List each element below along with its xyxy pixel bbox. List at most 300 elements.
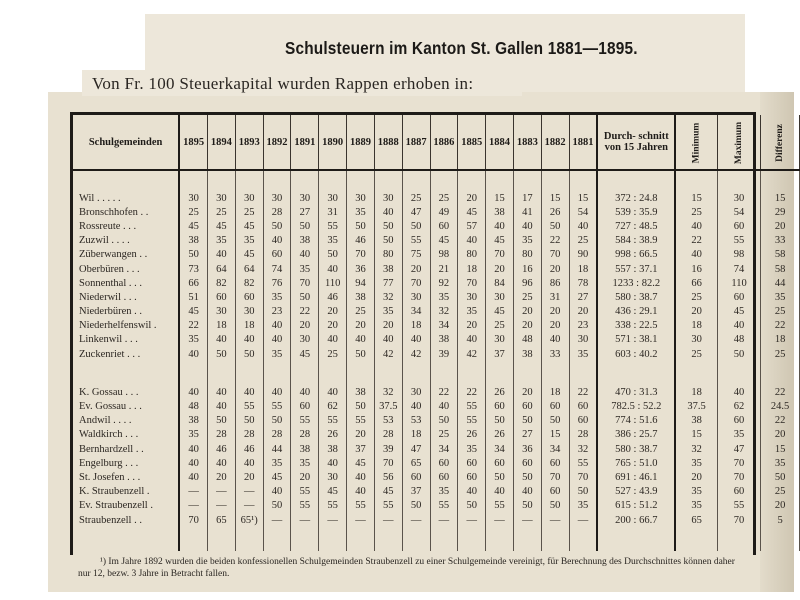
differenz-value: 35 xyxy=(761,456,800,470)
year-value: 35 xyxy=(263,290,291,304)
year-value: 37 xyxy=(402,485,430,499)
year-value: — xyxy=(291,513,319,527)
differenz-value: 22 xyxy=(761,385,800,399)
year-value: — xyxy=(513,513,541,527)
year-value: 74 xyxy=(263,262,291,276)
maximum-value: 55 xyxy=(717,234,760,248)
year-value: 50 xyxy=(291,290,319,304)
differenz-value: 18 xyxy=(761,333,800,347)
year-value: — xyxy=(179,485,207,499)
maximum-value: 74 xyxy=(717,262,760,276)
year-value: 36 xyxy=(347,262,375,276)
differenz-value: 58 xyxy=(761,248,800,262)
year-value: 38 xyxy=(486,205,514,219)
year-value: 40 xyxy=(374,333,402,347)
average-value: 539 : 35.9 xyxy=(597,205,675,219)
year-value: 35 xyxy=(374,305,402,319)
year-value: 45 xyxy=(347,456,375,470)
average-value: 372 : 24.8 xyxy=(597,191,675,205)
year-value: 50 xyxy=(486,414,514,428)
year-value: 15 xyxy=(569,191,597,205)
year-value: 70 xyxy=(541,248,569,262)
year-value: 65 xyxy=(402,456,430,470)
minimum-value: 25 xyxy=(675,290,717,304)
year-value: 40 xyxy=(319,456,347,470)
average-value: 774 : 51.6 xyxy=(597,414,675,428)
year-value: 110 xyxy=(319,276,347,290)
average-value: 470 : 31.3 xyxy=(597,385,675,399)
year-value: 40 xyxy=(374,205,402,219)
differenz-value: 15 xyxy=(761,442,800,456)
year-value: 49 xyxy=(430,205,458,219)
tax-table xyxy=(73,115,800,551)
row-name: K. Straubenzell . xyxy=(73,485,179,499)
year-value: 50 xyxy=(179,248,207,262)
year-value: 35 xyxy=(208,234,236,248)
year-value: 55 xyxy=(374,499,402,513)
year-value: 70 xyxy=(569,470,597,484)
year-value: 55 xyxy=(319,499,347,513)
year-value: 44 xyxy=(263,442,291,456)
year-value: 90 xyxy=(569,248,597,262)
maximum-value: 47 xyxy=(717,442,760,456)
year-value: 18 xyxy=(569,262,597,276)
row-name: Bronschhofen . . xyxy=(73,205,179,219)
year-value: 40 xyxy=(319,385,347,399)
year-value: 40 xyxy=(179,470,207,484)
row-name: Andwil . . . . xyxy=(73,414,179,428)
average-value: 727 : 48.5 xyxy=(597,219,675,233)
year-value: 30 xyxy=(291,191,319,205)
year-value: 50 xyxy=(263,499,291,513)
year-value: 39 xyxy=(430,347,458,361)
year-value: 40 xyxy=(263,385,291,399)
year-value: 35 xyxy=(291,262,319,276)
minimum-value: 35 xyxy=(675,485,717,499)
year-value: 55 xyxy=(319,219,347,233)
year-value: 60 xyxy=(458,470,486,484)
table-row xyxy=(73,385,800,399)
year-value: 28 xyxy=(263,428,291,442)
year-value: 40 xyxy=(208,385,236,399)
year-value: 20 xyxy=(347,319,375,333)
year-value: 50 xyxy=(374,234,402,248)
year-value: 50 xyxy=(402,219,430,233)
year-value: 35 xyxy=(291,456,319,470)
average-value: 765 : 51.0 xyxy=(597,456,675,470)
year-value: 45 xyxy=(319,485,347,499)
row-name: Ev. Gossau . . . xyxy=(73,399,179,413)
year-value: 45 xyxy=(458,205,486,219)
year-value: 40 xyxy=(179,442,207,456)
year-value: 35 xyxy=(347,205,375,219)
year-value: 30 xyxy=(486,333,514,347)
row-name: Engelburg . . . xyxy=(73,456,179,470)
differenz-value: 25 xyxy=(761,305,800,319)
minimum-value: 65 xyxy=(675,513,717,527)
year-value: 60 xyxy=(291,399,319,413)
year-value: 40 xyxy=(235,333,263,347)
table-row xyxy=(73,470,800,484)
year-value: 40 xyxy=(208,333,236,347)
row-name: Straubenzell . . xyxy=(73,513,179,527)
table-row xyxy=(73,305,800,319)
year-value: 25 xyxy=(486,319,514,333)
year-value: 40 xyxy=(458,485,486,499)
year-value: 77 xyxy=(374,276,402,290)
year-value: 50 xyxy=(347,219,375,233)
year-value: 20 xyxy=(569,305,597,319)
year-value: 42 xyxy=(458,347,486,361)
year-value: 70 xyxy=(458,276,486,290)
maximum-value: 60 xyxy=(717,414,760,428)
maximum-value: 40 xyxy=(717,385,760,399)
year-value: 53 xyxy=(374,414,402,428)
year-value: 30 xyxy=(402,385,430,399)
year-value: 39 xyxy=(374,442,402,456)
table-row xyxy=(73,347,800,361)
maximum-value: 48 xyxy=(717,333,760,347)
row-name: Oberbüren . . . xyxy=(73,262,179,276)
year-value: 80 xyxy=(374,248,402,262)
year-value: 23 xyxy=(263,305,291,319)
year-value: 18 xyxy=(235,319,263,333)
maximum-value: 30 xyxy=(717,191,760,205)
row-name: St. Josefen . . . xyxy=(73,470,179,484)
year-value: 50 xyxy=(263,414,291,428)
year-value: 40 xyxy=(179,456,207,470)
minimum-value: 66 xyxy=(675,276,717,290)
header-year: 1889 xyxy=(347,115,375,170)
header-year: 1885 xyxy=(458,115,486,170)
table-row xyxy=(73,442,800,456)
year-value: 50 xyxy=(208,347,236,361)
year-value: 50 xyxy=(347,399,375,413)
year-value: — xyxy=(179,499,207,513)
year-value: 48 xyxy=(179,399,207,413)
table-row xyxy=(73,428,800,442)
maximum-value: 35 xyxy=(717,428,760,442)
year-value: 45 xyxy=(486,305,514,319)
year-value: 37 xyxy=(486,347,514,361)
year-value: 40 xyxy=(458,333,486,347)
year-value: 20 xyxy=(513,305,541,319)
year-value: 20 xyxy=(541,305,569,319)
average-value: 557 : 37.1 xyxy=(597,262,675,276)
differenz-value: 22 xyxy=(761,414,800,428)
year-value: 26 xyxy=(486,428,514,442)
year-value: 26 xyxy=(458,428,486,442)
row-name: Waldkirch . . . xyxy=(73,428,179,442)
year-value: 28 xyxy=(235,428,263,442)
year-value: 30 xyxy=(458,290,486,304)
minimum-value: 18 xyxy=(675,319,717,333)
year-value: 94 xyxy=(347,276,375,290)
average-value: 615 : 51.2 xyxy=(597,499,675,513)
maximum-value: 110 xyxy=(717,276,760,290)
year-value: 60 xyxy=(569,414,597,428)
year-value: 30 xyxy=(486,290,514,304)
header-schulgemeinden: Schulgemeinden xyxy=(73,115,179,170)
year-value: 53 xyxy=(402,414,430,428)
year-value: 73 xyxy=(179,262,207,276)
year-value: 70 xyxy=(347,248,375,262)
year-value: 25 xyxy=(430,428,458,442)
header-year: 1882 xyxy=(541,115,569,170)
differenz-value: 29 xyxy=(761,205,800,219)
year-value: 27 xyxy=(513,428,541,442)
year-value: — xyxy=(541,513,569,527)
year-value: — xyxy=(263,513,291,527)
year-value: 20 xyxy=(541,319,569,333)
header-differenz-label: Differenz xyxy=(775,123,786,162)
year-value: 23 xyxy=(569,319,597,333)
year-value: 38 xyxy=(347,385,375,399)
maximum-value: 70 xyxy=(717,456,760,470)
year-value: 55 xyxy=(235,399,263,413)
year-value: 78 xyxy=(569,276,597,290)
header-year: 1894 xyxy=(208,115,236,170)
year-value: 75 xyxy=(402,248,430,262)
year-value: 35 xyxy=(430,290,458,304)
header-year: 1891 xyxy=(291,115,319,170)
differenz-value: 44 xyxy=(761,276,800,290)
year-value: 40 xyxy=(486,485,514,499)
average-value: 200 : 66.7 xyxy=(597,513,675,527)
year-value: 35 xyxy=(319,234,347,248)
year-value: 40 xyxy=(430,399,458,413)
table-row xyxy=(73,414,800,428)
year-value: 50 xyxy=(374,219,402,233)
year-value: 15 xyxy=(541,428,569,442)
table-row xyxy=(73,513,800,527)
maximum-value: 62 xyxy=(717,399,760,413)
year-value: 50 xyxy=(458,499,486,513)
year-value: 30 xyxy=(263,191,291,205)
year-value: 30 xyxy=(374,191,402,205)
year-value: 34 xyxy=(486,442,514,456)
row-name: Rossreute . . . xyxy=(73,219,179,233)
year-value: 65¹) xyxy=(235,513,263,527)
year-value: 65 xyxy=(208,513,236,527)
year-value: 35 xyxy=(235,234,263,248)
year-value: 30 xyxy=(319,191,347,205)
year-value: 37 xyxy=(347,442,375,456)
year-value: 50 xyxy=(541,414,569,428)
table-row xyxy=(73,248,800,262)
year-value: 18 xyxy=(402,319,430,333)
year-value: — xyxy=(208,485,236,499)
year-value: 32 xyxy=(569,442,597,456)
row-name: Zuckenriet . . . xyxy=(73,347,179,361)
year-value: 80 xyxy=(458,248,486,262)
year-value: 50 xyxy=(319,248,347,262)
year-value: 25 xyxy=(208,205,236,219)
minimum-value: 20 xyxy=(675,305,717,319)
year-value: 47 xyxy=(402,442,430,456)
year-value: 84 xyxy=(486,276,514,290)
year-value: 60 xyxy=(541,456,569,470)
year-value: 20 xyxy=(319,319,347,333)
year-value: 25 xyxy=(430,191,458,205)
year-value: 60 xyxy=(486,399,514,413)
year-value: 30 xyxy=(179,191,207,205)
year-value: 20 xyxy=(319,305,347,319)
year-value: 35 xyxy=(513,234,541,248)
year-value: 50 xyxy=(263,219,291,233)
header-differenz xyxy=(761,115,800,170)
year-value: 46 xyxy=(347,234,375,248)
year-value: 20 xyxy=(541,262,569,276)
year-value: 40 xyxy=(263,485,291,499)
year-value: — xyxy=(486,513,514,527)
year-value: 28 xyxy=(208,428,236,442)
year-value: 17 xyxy=(513,191,541,205)
year-value: — xyxy=(374,513,402,527)
year-value: 60 xyxy=(430,219,458,233)
year-value: 40 xyxy=(513,219,541,233)
average-value: 1233 : 82.2 xyxy=(597,276,675,290)
year-value: 60 xyxy=(430,470,458,484)
maximum-value: 70 xyxy=(717,513,760,527)
maximum-value: 60 xyxy=(717,219,760,233)
year-value: 51 xyxy=(179,290,207,304)
year-value: 20 xyxy=(458,319,486,333)
year-value: 40 xyxy=(458,234,486,248)
header-year: 1892 xyxy=(263,115,291,170)
year-value: 28 xyxy=(569,428,597,442)
year-value: 50 xyxy=(569,485,597,499)
differenz-value: 25 xyxy=(761,485,800,499)
table-row xyxy=(73,333,800,347)
year-value: 32 xyxy=(374,385,402,399)
year-value: 70 xyxy=(291,276,319,290)
table-row xyxy=(73,276,800,290)
year-value: 50 xyxy=(347,347,375,361)
year-value: 60 xyxy=(513,399,541,413)
year-value: 57 xyxy=(458,219,486,233)
year-value: 55 xyxy=(347,499,375,513)
differenz-value: 20 xyxy=(761,499,800,513)
year-value: 40 xyxy=(208,399,236,413)
maximum-value: 50 xyxy=(717,347,760,361)
differenz-value: 33 xyxy=(761,234,800,248)
year-value: 35 xyxy=(263,456,291,470)
maximum-value: 98 xyxy=(717,248,760,262)
minimum-value: 37.5 xyxy=(675,399,717,413)
year-value: 45 xyxy=(374,485,402,499)
year-value: 40 xyxy=(486,219,514,233)
year-value: 38 xyxy=(319,442,347,456)
year-value: 20 xyxy=(513,385,541,399)
year-value: 45 xyxy=(291,347,319,361)
differenz-value: 15 xyxy=(761,191,800,205)
year-value: 76 xyxy=(263,276,291,290)
year-value: 35 xyxy=(179,428,207,442)
year-value: 32 xyxy=(374,290,402,304)
year-value: 38 xyxy=(179,234,207,248)
year-value: 22 xyxy=(569,385,597,399)
year-value: 20 xyxy=(208,470,236,484)
year-value: 36 xyxy=(513,442,541,456)
average-value: 338 : 22.5 xyxy=(597,319,675,333)
year-value: 45 xyxy=(235,219,263,233)
year-value: 38 xyxy=(347,290,375,304)
year-value: 30 xyxy=(235,191,263,205)
maximum-value: 70 xyxy=(717,470,760,484)
header-year: 1895 xyxy=(179,115,207,170)
year-value: 30 xyxy=(402,290,430,304)
minimum-value: 32 xyxy=(675,442,717,456)
year-value: 40 xyxy=(319,262,347,276)
differenz-value: 58 xyxy=(761,262,800,276)
year-value: 28 xyxy=(374,428,402,442)
row-name: Bernhardzell . . xyxy=(73,442,179,456)
year-value: 55 xyxy=(347,414,375,428)
year-value: 20 xyxy=(347,428,375,442)
year-value: 45 xyxy=(235,248,263,262)
spacer-row xyxy=(73,527,800,551)
year-value: 38 xyxy=(291,234,319,248)
year-value: 37.5 xyxy=(374,399,402,413)
maximum-value: 60 xyxy=(717,485,760,499)
year-value: 22 xyxy=(541,234,569,248)
year-value: 40 xyxy=(263,234,291,248)
year-value: 92 xyxy=(430,276,458,290)
header-maximum-label: Maximum xyxy=(734,121,745,164)
row-name: Ev. Straubenzell . xyxy=(73,499,179,513)
year-value: 20 xyxy=(374,319,402,333)
average-value: 580 : 38.7 xyxy=(597,290,675,304)
row-name: Niederwil . . . xyxy=(73,290,179,304)
differenz-value: 50 xyxy=(761,470,800,484)
year-value: 50 xyxy=(291,219,319,233)
year-value: 40 xyxy=(235,456,263,470)
year-value: 25 xyxy=(235,205,263,219)
row-name: Niederbüren . . xyxy=(73,305,179,319)
year-value: 35 xyxy=(569,347,597,361)
year-value: 18 xyxy=(402,428,430,442)
minimum-value: 15 xyxy=(675,191,717,205)
year-value: 38 xyxy=(374,262,402,276)
minimum-value: 38 xyxy=(675,414,717,428)
year-value: 40 xyxy=(179,385,207,399)
differenz-value: 20 xyxy=(761,219,800,233)
year-value: 46 xyxy=(235,442,263,456)
minimum-value: 15 xyxy=(675,428,717,442)
year-value: 50 xyxy=(513,499,541,513)
year-value: 21 xyxy=(430,262,458,276)
row-name: Niederhelfenswil . xyxy=(73,319,179,333)
differenz-value: 5 xyxy=(761,513,800,527)
table-row xyxy=(73,319,800,333)
year-value: 26 xyxy=(486,385,514,399)
year-value: 26 xyxy=(541,205,569,219)
year-value: 55 xyxy=(291,485,319,499)
year-value: 20 xyxy=(235,470,263,484)
year-value: 25 xyxy=(569,234,597,248)
year-value: 40 xyxy=(347,470,375,484)
year-value: 60 xyxy=(402,470,430,484)
year-value: 20 xyxy=(458,191,486,205)
average-value: 386 : 25.7 xyxy=(597,428,675,442)
header-average: Durch- schnitt von 15 Jahren xyxy=(597,115,675,170)
year-value: 22 xyxy=(179,319,207,333)
minimum-value: 18 xyxy=(675,385,717,399)
year-value: 30 xyxy=(319,470,347,484)
header-year: 1886 xyxy=(430,115,458,170)
year-value: 30 xyxy=(208,191,236,205)
